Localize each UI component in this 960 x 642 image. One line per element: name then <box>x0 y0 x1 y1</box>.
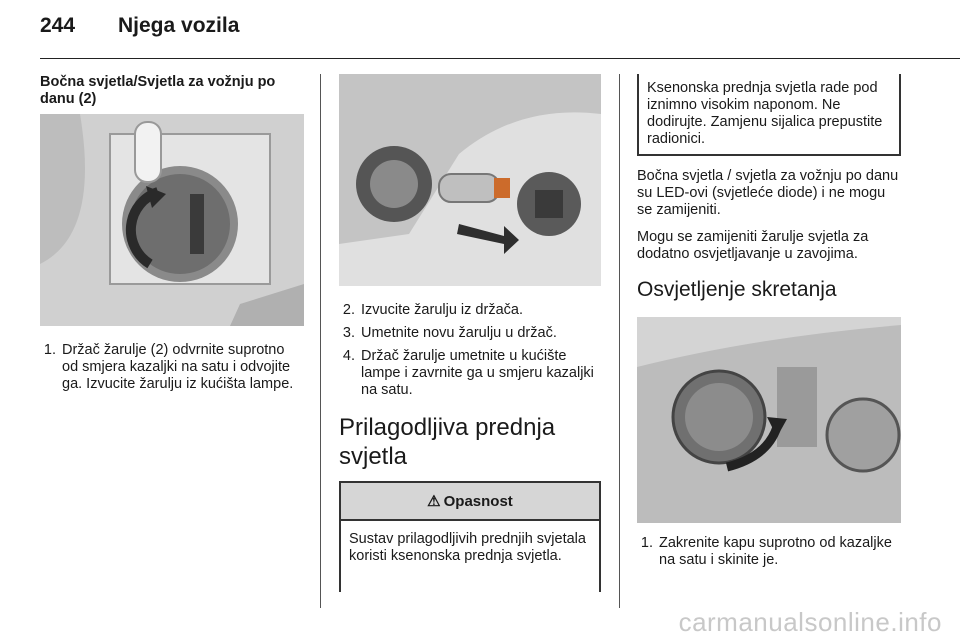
step-number: 1. <box>640 535 653 551</box>
step-text: Umetnite novu žarulju u držač. <box>361 325 557 341</box>
bulb-removal-photo <box>339 74 601 286</box>
headlight-cap-photo <box>637 317 901 523</box>
column-3 <box>637 74 901 575</box>
headlight-cap-illustration <box>637 317 901 523</box>
step-text: Držač žarulje (2) odvrnite suprotno od smjera kazaljki na satu i odvojite ga. Izvucite žarulju iz kućišta lampe. <box>62 342 294 392</box>
subheading-side-lights: Bočna svjetla/Svjetla za vožnju po danu (2) <box>40 74 276 107</box>
step-text: Držač žarulje umetnite u kućište lampe i zavrnite ga u smjeru kazaljki na satu. <box>361 348 594 398</box>
column-2 <box>339 74 601 592</box>
column-divider <box>320 74 321 608</box>
list-item <box>637 535 901 569</box>
step-number: 4. <box>342 348 355 364</box>
page-title: Njega vozila <box>118 14 240 37</box>
step-text: Izvucite žarulju iz držača. <box>361 302 523 318</box>
bulb-removal-illustration <box>339 74 601 286</box>
steps-list <box>637 535 901 569</box>
list-item <box>339 348 601 399</box>
steps-list <box>40 342 304 393</box>
section-title-adaptive-headlights: Prilagodljiva prednja svjetla <box>339 414 556 470</box>
step-number: 2. <box>342 302 355 318</box>
warning-continued-box: Ksenonska prednja svjetla rade pod iznimno visokim naponom. Ne dodirujte. Zamjenu sijalica prepustite radionici. <box>637 74 901 156</box>
warning-triangle-icon: ⚠ <box>427 493 441 510</box>
warning-box <box>339 481 601 592</box>
bulb-holder-photo <box>40 114 304 326</box>
paragraph-cornering: Mogu se zamijeniti žarulje svjetla za dodatno osvjetljavanje u zavojima. <box>637 229 869 262</box>
list-item <box>339 302 601 319</box>
column-divider <box>619 74 620 608</box>
step-text: Zakrenite kapu suprotno od kazaljke na satu i skinite je. <box>659 535 892 568</box>
page-number: 244 <box>40 14 76 37</box>
warning-header <box>341 483 599 521</box>
paragraph-led: Bočna svjetla / svjetla za vožnju po danu su LED-ovi (svjetleće diode) i ne mogu se zamijeniti. <box>637 168 899 218</box>
list-item <box>339 325 601 342</box>
list-item <box>40 342 304 393</box>
section-title-cornering-light: Osvjetljenje skretanja <box>637 278 837 301</box>
warning-title: Opasnost <box>443 492 513 510</box>
warning-text: Sustav prilagodljivih prednjih svjetala koristi ksenonska prednja svjetla. <box>349 531 586 564</box>
header-rule <box>40 58 960 59</box>
watermark: carmanualsonline.info <box>678 607 942 637</box>
column-1 <box>40 74 304 399</box>
bulb-holder-illustration <box>40 114 304 326</box>
step-number: 3. <box>342 325 355 341</box>
page-header <box>40 14 239 54</box>
steps-list <box>339 302 601 399</box>
step-number: 1. <box>43 342 56 358</box>
